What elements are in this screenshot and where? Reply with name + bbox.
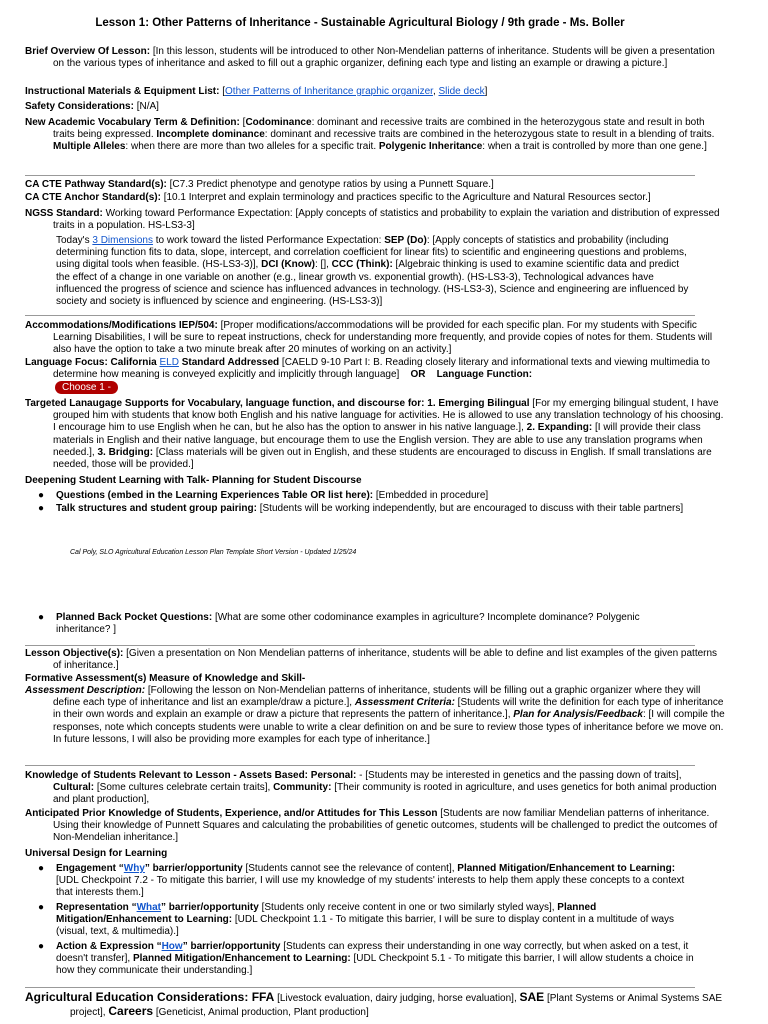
accommodations-section: Accommodations/Modifications IEP/504: [Proper modifications/accommodations will be provided for each specific plan. For my students with Specific Learning Disabilities, I will be sure to repeat instructions, check for understanding more frequently, and provide copies of notes for them. Students will also have the option to take a two minute break after 20 minutes of working on an activity.] (25, 320, 713, 356)
language-section: Language Focus: California ELD Standard Addressed [CAELD 9-10 Part I: B. Reading closely literary and informational texts and viewing multimedia to determine how meaning is conveyed explicitly and implicitly through language] OR Language Function: (25, 357, 710, 381)
page-title: Lesson 1: Other Patterns of Inheritance - Sustainable Agricultural Biology / 9th grade - Ms. Boller (95, 17, 625, 29)
objective-section: Lesson Objective(s): [Given a presentation on Non Mendelian patterns of inheritance, students will be able to define and list examples of the given patterns of inheritance.] (25, 648, 718, 672)
anchor-section: CA CTE Anchor Standard(s): [10.1 Interpret and explain terminology and practices specific to the Agriculture and Natural Resources sector.] (25, 192, 651, 203)
udl-heading: Universal Design for Learning (25, 848, 168, 859)
knowledge-section: Knowledge of Students Relevant to Lesson - Assets Based: Personal: - [Students may be interested in genetics and the passing down of traits], Cultural: [Some cultures celebrate certain traits], Community: [Their community is rooted in agriculture, and uses genetics for both animal production and plant production], (25, 770, 717, 806)
materials-section: Instructional Materials & Equipment List: [Other Patterns of Inheritance graphic organizer, Slide deck] (25, 86, 488, 97)
pathway-section: CA CTE Pathway Standard(s): [C7.3 Predict phenotype and genotype ratios by using a Punnett Square.] (25, 179, 494, 190)
safety-section: Safety Considerations: [N/A] (25, 101, 159, 112)
page-footer: Cal Poly, SLO Agricultural Education Lesson Plan Template Short Version - Updated 1/25/24 (70, 549, 357, 556)
formative-section: Assessment Description: [Following the lesson on Non-Mendelian patterns of inheritance, students will be filling out a graphic organizer where they will define each type of inheritance and list an example/draw a picture.], Assessment Criteria: [Students will write the definition for each type of inheritance in their own words and explain an example or draw a picture that represents the pattern of inheritance.], Plan for Analysis/Feedback: [I will compile the responses, note which concepts students were unable to write a clear definition on and be sure to review those types of inheritance before we move on. In future lessons, I will also be providing more examples for each type of inheritance.] (25, 685, 725, 745)
ngss-section: NGSS Standard: Working toward Performance Expectation: [Apply concepts of statistics and probability to explain the variation and distribution of expressed traits in a population. HS-LS3-3] (25, 208, 720, 232)
graphic-organizer-link[interactable]: Other Patterns of Inheritance graphic organizer (225, 86, 433, 97)
targeted-supports-section: Targeted Lanaugage Supports for Vocabulary, language function, and discourse for: 1. Emerging Bilingual [For my emerging bilingual student, I have grouped him with students that know both English and his native language for activities. He is allowed to use any translation technology of his choosing. I encourage him to use English when he can, but he also has the option to answer in his native language.], 2. Expanding: [I will provide their class materials in English and their native language, but encourage them to use the English version. They are able to use any translation programs when needed.], 3. Bridging: [Class materials will be given out in English, and these students are encouraged to discuss in English. If small translations are needed, those will be provided.] (25, 398, 724, 471)
divider (25, 175, 695, 176)
slide-deck-link[interactable]: Slide deck (438, 86, 485, 97)
divider (25, 987, 695, 988)
vocab-section: New Academic Vocabulary Term & Definition: [Codominance: dominant and recessive traits are combined in the heterozygous state and result in both traits being expressed. Incomplete dominance: dominant and recessive traits are combined in the heterozygous state to result in a blending of traits. Multiple Alleles: when there are more than two alleles for a specific trait. Polygenic Inheritance: when a trait is controlled by more than one gene.] (25, 117, 715, 153)
formative-heading: Formative Assessment(s) Measure of Knowledge and Skill- (25, 673, 306, 684)
how-link[interactable]: How (161, 941, 183, 952)
divider (25, 765, 695, 766)
ag-considerations-section: Agricultural Education Considerations: FFA [Livestock evaluation, dairy judging, horse evaluation], SAE [Plant Systems or Animal Systems SAE project], Careers [Geneticist, Animal production, Plant production] (25, 990, 723, 1019)
language-function-dropdown[interactable]: Choose 1 - (55, 381, 118, 394)
overview-section: Brief Overview Of Lesson: [In this lesson, students will be introduced to other Non-Mendelian patterns of inheritance. Students will be given a presentation on the various types of inheritance and asked to fill out a graphic organizer, defining each type and listing an example or drawing a picture.] (25, 46, 715, 70)
dimensions-section: Today's 3 Dimensions to work toward the listed Performance Expectation: SEP (Do): [Apply concepts of statistics and probability (including determining function fits to data, slope, intercept, and correlation coefficient for linear fits) to scientific and engineering questions and problems, using digital tools when feasible. (HS-LS3-3)], DCI (Know): [], CCC (Think): [Algebraic thinking is used to examine scientific data and predict the effect of a change in one variable on another (e.g., linear growth vs. exponential growth). (HS-LS3-3), Technological advances have influenced the progress of science and science has influenced advances in technology. (HS-LS3-3), Science and engineering are influenced by society and society is influenced by science and engineering. (HS-LS3-3)] (56, 235, 689, 308)
eld-link[interactable]: ELD (159, 357, 179, 368)
deepening-heading: Deepening Student Learning with Talk- Planning for Student Discourse (25, 475, 362, 486)
what-link[interactable]: What (136, 902, 162, 913)
divider (25, 315, 695, 316)
three-dimensions-link[interactable]: 3 Dimensions (92, 235, 153, 246)
why-link[interactable]: Why (123, 863, 145, 874)
divider (25, 645, 695, 646)
prior-knowledge-section: Anticipated Prior Knowledge of Students, Experience, and/or Attitudes for This Lesson [Students are now familiar Mendelian patterns of inheritance. Using their knowledge of Punnett Squares and calculating the probabilities of genetic outcomes, students will be challenged to predict the outcomes of Non-Mendelian inheritance.] (25, 808, 718, 844)
